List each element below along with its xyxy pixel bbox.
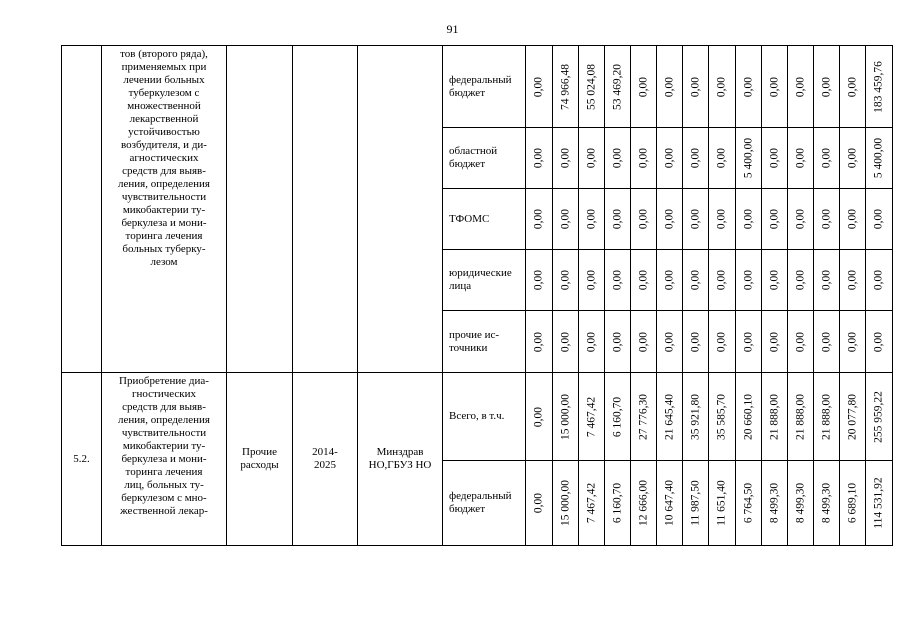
- value-text: 183 459,76: [872, 60, 885, 113]
- text-line: лиц, больных ту-: [124, 479, 204, 491]
- value-cell: [736, 46, 762, 128]
- text-line: беркулезом с мно-: [121, 492, 207, 504]
- table-row: [62, 46, 893, 128]
- value-text: 0,00: [768, 269, 780, 291]
- value-text: 7 467,42: [585, 482, 597, 524]
- text-line: микобактерии ту-: [122, 440, 206, 452]
- value-cell: [657, 373, 683, 461]
- text-line: Минздрав: [376, 446, 424, 458]
- text-line: агностических: [129, 152, 199, 164]
- value-cell: [866, 250, 893, 311]
- description-cell: [102, 373, 227, 546]
- value-cell: [762, 128, 788, 189]
- value-text: 0,00: [637, 208, 649, 230]
- value-text: 0,00: [742, 76, 754, 97]
- value-cell: [762, 311, 788, 373]
- value-cell: [579, 189, 605, 250]
- value-text: 74 966,48: [559, 63, 571, 110]
- value-cell: [579, 461, 605, 546]
- text-line: торинга лечения: [125, 466, 203, 478]
- value-text: 0,00: [637, 331, 649, 352]
- value-text: 6 160,70: [611, 396, 623, 437]
- value-text: 0,00: [794, 331, 806, 352]
- value-text: 0,00: [872, 331, 885, 352]
- value-text: 11 651,40: [715, 480, 728, 526]
- value-text: 53 469,20: [611, 63, 623, 110]
- funding-source-cell: [443, 461, 526, 546]
- text-line: беркулеза и мони-: [121, 217, 207, 229]
- executor-cell: [358, 46, 443, 373]
- value-cell: [553, 373, 579, 461]
- value-cell: [553, 461, 579, 546]
- expense-type-cell: [227, 373, 293, 546]
- value-text: 0,00: [663, 147, 675, 169]
- value-cell: [762, 189, 788, 250]
- value-cell: [657, 461, 683, 546]
- period-cell: [293, 46, 358, 373]
- value-cell: [814, 189, 840, 250]
- text-line: ления, определения: [117, 178, 210, 190]
- value-text: 0,00: [768, 147, 780, 169]
- value-cell: [631, 46, 657, 128]
- value-cell: [657, 128, 683, 189]
- value-text: 0,00: [585, 147, 597, 169]
- value-cell: [709, 128, 736, 189]
- value-text: 0,00: [715, 76, 728, 97]
- value-text: 0,00: [585, 208, 597, 230]
- text-line: НО,ГБУЗ НО: [368, 459, 432, 471]
- page-number: 91: [446, 22, 459, 36]
- text-line: областной: [449, 145, 498, 157]
- value-text: 0,00: [689, 76, 701, 97]
- value-text: 35 921,80: [689, 393, 701, 440]
- value-text: 10 647,40: [663, 480, 675, 526]
- text-line: средств для выяв-: [122, 401, 206, 413]
- text-line: Прочие: [242, 446, 277, 458]
- value-cell: [631, 311, 657, 373]
- period-cell: [293, 373, 358, 546]
- text-line: лекарственной: [129, 113, 199, 125]
- value-text: 0,00: [846, 331, 858, 352]
- value-cell: [683, 46, 709, 128]
- value-cell: [657, 189, 683, 250]
- value-cell: [736, 373, 762, 461]
- text-line: федеральный: [449, 490, 512, 502]
- value-text: 0,00: [663, 269, 675, 291]
- value-text: 0,00: [846, 208, 858, 230]
- value-cell: [605, 46, 631, 128]
- text-line: Всего, в т.ч.: [449, 410, 505, 422]
- value-text: 21 888,00: [794, 393, 806, 440]
- value-text: 114 531,92: [872, 477, 885, 529]
- value-cell: [579, 311, 605, 373]
- value-text: 0,00: [820, 208, 832, 230]
- value-text: 0,00: [689, 331, 701, 352]
- value-cell: [579, 373, 605, 461]
- value-text: 0,00: [689, 208, 701, 230]
- value-cell: [788, 373, 814, 461]
- executor-cell: [358, 373, 443, 546]
- value-text: 5 400,00: [742, 137, 754, 179]
- value-cell: [788, 250, 814, 311]
- value-text: 0,00: [611, 331, 623, 352]
- value-cell: [553, 311, 579, 373]
- value-cell: [709, 189, 736, 250]
- value-cell: [683, 128, 709, 189]
- expense-type-cell: [227, 46, 293, 373]
- value-text: 0,00: [559, 208, 571, 230]
- value-cell: [866, 373, 893, 461]
- value-text: 0,00: [663, 331, 675, 352]
- value-text: 11 987,50: [689, 480, 701, 526]
- value-text: 0,00: [532, 208, 545, 230]
- text-line: 2014-: [312, 446, 338, 458]
- text-line: устойчивостью: [128, 126, 200, 138]
- text-line: 2025: [314, 459, 336, 471]
- value-text: 0,00: [742, 269, 754, 291]
- funding-source-cell: [443, 128, 526, 189]
- text-line: гностических: [131, 388, 197, 400]
- text-line: применяемых при: [121, 61, 207, 73]
- value-text: 0,00: [532, 492, 545, 514]
- value-cell: [605, 189, 631, 250]
- value-text: 0,00: [794, 147, 806, 169]
- value-text: 21 888,00: [768, 393, 780, 440]
- value-text: 0,00: [532, 331, 545, 352]
- value-cell: [709, 461, 736, 546]
- value-cell: [814, 461, 840, 546]
- text-line: чувствительности: [121, 427, 207, 439]
- value-cell: [657, 311, 683, 373]
- table-row: [62, 373, 893, 461]
- value-cell: [788, 128, 814, 189]
- value-text: 20 660,10: [742, 393, 754, 440]
- value-cell: [631, 373, 657, 461]
- value-cell: [683, 250, 709, 311]
- number-cell: 5.2.: [62, 373, 102, 546]
- value-cell: [762, 250, 788, 311]
- value-text: 0,00: [532, 147, 545, 169]
- value-text: 0,00: [768, 208, 780, 230]
- text-line: федеральный: [449, 73, 512, 86]
- value-cell: [683, 189, 709, 250]
- value-cell: [866, 128, 893, 189]
- value-cell: [657, 46, 683, 128]
- value-cell: [709, 250, 736, 311]
- value-text: 5 400,00: [872, 137, 885, 179]
- value-text: 255 959,22: [872, 390, 885, 443]
- value-text: 0,00: [715, 147, 728, 169]
- text-line: беркулеза и мони-: [121, 453, 207, 465]
- number-cell: [62, 46, 102, 373]
- text-line: бюджет: [449, 158, 485, 170]
- funding-source-cell: [443, 189, 526, 250]
- value-text: 8 499,30: [820, 482, 832, 524]
- value-text: 0,00: [846, 269, 858, 291]
- value-cell: [553, 250, 579, 311]
- value-cell: [631, 128, 657, 189]
- value-text: 0,00: [820, 331, 832, 352]
- value-cell: [526, 461, 553, 546]
- value-text: 12 666,00: [637, 480, 649, 526]
- value-cell: [840, 461, 866, 546]
- value-cell: [605, 250, 631, 311]
- text-line: чувствительности: [121, 191, 207, 203]
- value-cell: [762, 461, 788, 546]
- value-text: 0,00: [532, 269, 545, 291]
- value-text: 0,00: [637, 147, 649, 169]
- value-cell: [814, 373, 840, 461]
- value-cell: [788, 46, 814, 128]
- value-cell: [788, 189, 814, 250]
- value-text: 0,00: [611, 208, 623, 230]
- value-cell: [526, 189, 553, 250]
- value-cell: [605, 311, 631, 373]
- text-line: лица: [449, 280, 472, 292]
- value-cell: [579, 128, 605, 189]
- value-text: 0,00: [742, 331, 754, 352]
- value-cell: [709, 46, 736, 128]
- value-text: 0,00: [559, 147, 571, 169]
- value-cell: [605, 128, 631, 189]
- value-cell: [526, 250, 553, 311]
- value-cell: [553, 46, 579, 128]
- value-cell: [736, 250, 762, 311]
- value-cell: [683, 461, 709, 546]
- value-cell: [709, 373, 736, 461]
- value-text: 0,00: [768, 331, 780, 352]
- text-line: прочие ис-: [449, 328, 500, 341]
- text-line: микобактерии ту-: [122, 204, 206, 216]
- value-text: 0,00: [611, 269, 623, 291]
- value-text: 0,00: [820, 269, 832, 291]
- value-text: 0,00: [532, 76, 545, 97]
- value-text: 0,00: [585, 269, 597, 291]
- text-line: средств для выяв-: [122, 165, 206, 177]
- value-text: 0,00: [820, 76, 832, 97]
- value-cell: [866, 189, 893, 250]
- text-line: возбудителя, и ди-: [121, 139, 207, 151]
- value-cell: [736, 461, 762, 546]
- value-text: 20 077,80: [846, 393, 858, 440]
- value-cell: [840, 46, 866, 128]
- value-cell: [526, 128, 553, 189]
- value-text: 0,00: [637, 269, 649, 291]
- value-text: 0,00: [689, 269, 701, 291]
- budget-table: [61, 45, 893, 546]
- value-cell: [840, 311, 866, 373]
- value-text: 0,00: [794, 269, 806, 291]
- text-line: ления, определения: [117, 414, 210, 426]
- value-text: 0,00: [559, 269, 571, 291]
- value-text: 0,00: [794, 76, 806, 97]
- value-cell: [683, 373, 709, 461]
- value-cell: [840, 128, 866, 189]
- value-cell: [762, 373, 788, 461]
- value-cell: [814, 46, 840, 128]
- text-line: лезом: [150, 256, 178, 268]
- value-cell: [814, 311, 840, 373]
- value-text: 0,00: [820, 147, 832, 169]
- value-text: 0,00: [532, 406, 545, 427]
- text-line: ТФОМС: [449, 212, 490, 225]
- text-line: множественной: [127, 100, 201, 112]
- value-text: 27 776,30: [637, 393, 649, 440]
- value-cell: [866, 46, 893, 128]
- funding-source-cell: [443, 311, 526, 373]
- value-text: 6 160,70: [611, 482, 623, 524]
- value-cell: [605, 461, 631, 546]
- text-line: больных туберку-: [122, 243, 206, 255]
- funding-source-cell: [443, 250, 526, 311]
- text-line: бюджет: [449, 86, 485, 99]
- value-cell: [736, 128, 762, 189]
- value-cell: [631, 461, 657, 546]
- value-cell: [631, 189, 657, 250]
- description-cell: [102, 46, 227, 373]
- value-text: 8 499,30: [768, 482, 780, 524]
- value-text: 0,00: [689, 147, 701, 169]
- value-text: 0,00: [872, 208, 885, 230]
- value-cell: [526, 46, 553, 128]
- value-text: 0,00: [663, 76, 675, 97]
- value-text: 0,00: [715, 208, 728, 230]
- value-cell: [736, 311, 762, 373]
- value-text: 6 764,50: [742, 482, 754, 524]
- text-line: Приобретение диа-: [119, 375, 209, 387]
- funding-source-cell: [443, 46, 526, 128]
- value-text: 15 000,00: [559, 480, 571, 526]
- value-cell: [605, 373, 631, 461]
- value-text: 0,00: [611, 147, 623, 169]
- value-cell: [553, 128, 579, 189]
- value-text: 0,00: [794, 208, 806, 230]
- value-text: 0,00: [663, 208, 675, 230]
- text-line: юридические: [449, 267, 512, 279]
- value-text: 0,00: [637, 76, 649, 97]
- value-cell: [553, 189, 579, 250]
- value-cell: [683, 311, 709, 373]
- value-cell: [814, 250, 840, 311]
- text-line: расходы: [240, 459, 279, 471]
- value-text: 55 024,08: [585, 63, 597, 110]
- value-cell: [526, 311, 553, 373]
- value-text: 0,00: [742, 208, 754, 230]
- value-cell: [814, 128, 840, 189]
- value-text: 35 585,70: [715, 393, 728, 440]
- value-text: 0,00: [872, 269, 885, 291]
- value-cell: [840, 189, 866, 250]
- text-line: туберкулезом с: [128, 87, 200, 99]
- value-text: 21 645,40: [663, 393, 675, 440]
- value-text: 0,00: [715, 269, 728, 291]
- text-line: тов (второго ряда),: [120, 48, 208, 60]
- value-cell: [526, 373, 553, 461]
- funding-source-cell: [443, 373, 526, 461]
- text-line: торинга лечения: [125, 230, 203, 242]
- value-cell: [788, 461, 814, 546]
- text-line: бюджет: [449, 503, 485, 515]
- value-text: 21 888,00: [820, 393, 832, 440]
- value-text: 0,00: [846, 76, 858, 97]
- value-text: 0,00: [846, 147, 858, 169]
- value-text: 7 467,42: [585, 396, 597, 437]
- value-cell: [736, 189, 762, 250]
- value-text: 0,00: [585, 331, 597, 352]
- value-cell: [657, 250, 683, 311]
- value-text: 15 000,00: [559, 393, 571, 440]
- value-text: 0,00: [715, 331, 728, 352]
- value-text: 6 689,10: [846, 482, 858, 524]
- value-cell: [840, 250, 866, 311]
- value-cell: [631, 250, 657, 311]
- value-cell: [709, 311, 736, 373]
- value-cell: [762, 46, 788, 128]
- value-text: 0,00: [559, 331, 571, 352]
- text-line: жественной лекар-: [120, 505, 208, 517]
- text-line: лечении больных: [123, 74, 205, 86]
- value-cell: [579, 250, 605, 311]
- value-cell: [840, 373, 866, 461]
- value-cell: [788, 311, 814, 373]
- value-text: 8 499,30: [794, 482, 806, 524]
- value-cell: [579, 46, 605, 128]
- value-cell: [866, 461, 893, 546]
- value-text: 0,00: [768, 76, 780, 97]
- text-line: точники: [449, 341, 488, 354]
- value-cell: [866, 311, 893, 373]
